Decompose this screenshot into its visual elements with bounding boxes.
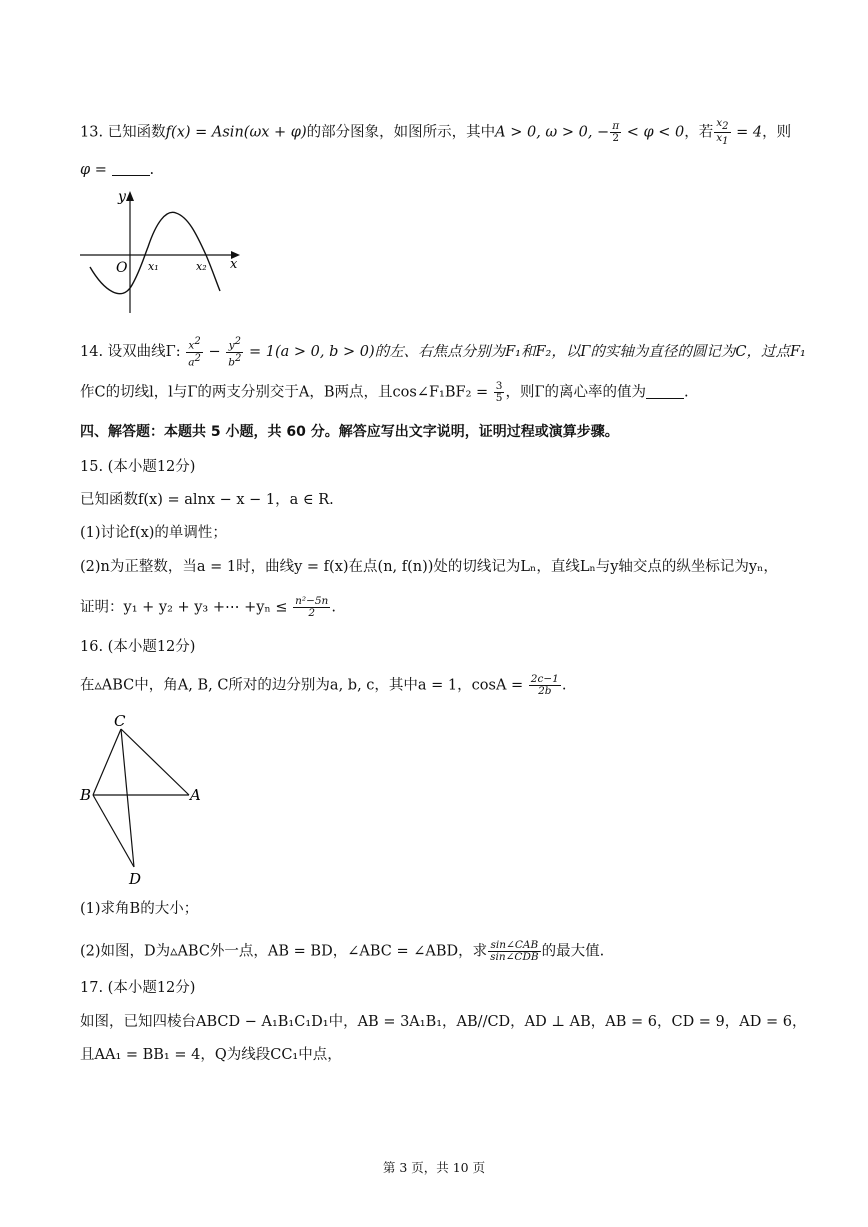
origin-label: O xyxy=(116,260,128,276)
segment-CD xyxy=(121,729,134,867)
x2-label: x₂ xyxy=(196,260,207,273)
q16-header: 16. (本小题12分) xyxy=(80,639,196,655)
q16-stem: 在▵ABC中，角A, B, C所对的边分别为a, b, c，其中a = 1，cosA = $\frac{2c-1}{2b}$ . xyxy=(80,673,567,697)
page-footer: 第 3 页，共 10 页 xyxy=(382,1160,486,1175)
segment-CA xyxy=(121,729,189,795)
x1-label: x₁ xyxy=(148,260,159,273)
q14-line2: 作C的切线l，l与Γ的两支分别交于A，B两点，且cos∠F₁BF₂ = $\frac{3}{5}$ ，则Γ的离心率的值为 . xyxy=(80,380,689,404)
q13-line1: 13. 已知函数f(x) = Asin(ωx + φ)的部分图象，如图所示，其中A > 0, ω > 0, − $\frac{\pi}{2}$ < φ < 0，若 $\frac{x_2}{x_1}$ = 4，则 xyxy=(80,117,792,148)
q13-answer-line: φ = . xyxy=(80,162,155,178)
y-axis-arrow xyxy=(126,191,134,201)
label-A: A xyxy=(190,786,201,804)
q15-prove: 证明：y₁ + y₂ + y₃ +⋯ +yₙ ≤ $\frac{\text{n²−5n}}{2}$ . xyxy=(80,595,336,619)
q14-line1: 14. 设双曲线Γ: $\frac{x^2}{a^2}$ − $\frac{y^2}{b^2}$ = 1(a > 0, b > 0)的左、右焦点分别为F₁和F₂，以Γ的实轴为直径的圆记为C，过点F₁ xyxy=(80,336,806,368)
q17-line2: 且AA₁ = BB₁ = 4，Q为线段CC₁中点， xyxy=(80,1047,342,1063)
q15-header: 15. (本小题12分) xyxy=(80,459,196,475)
q17-line1: 如图，已知四棱台ABCD − A₁B₁C₁D₁中，AB = 3A₁B₁，AB//CD，AD ⊥ AB，AB = 6，CD = 9，AD = 6， xyxy=(80,1014,807,1030)
segment-CB xyxy=(93,729,121,795)
answer-blank xyxy=(646,384,684,399)
triangle-figure xyxy=(78,708,208,888)
q15-part2: (2)n为正整数，当a = 1时，曲线y = f(x)在点(n, f(n))处的切线记为Lₙ，直线Lₙ与y轴交点的纵坐标记为yₙ， xyxy=(80,559,778,575)
label-D: D xyxy=(129,870,142,888)
x-label: x xyxy=(230,257,238,272)
label-B: B xyxy=(80,786,92,804)
q16-part2: (2)如图，D为▵ABC外一点，AB = BD，∠ABC = ∠ABD，求 $\frac{\text{sin∠CAB}}{\text{sin∠CDB}}$ 的最大值. xyxy=(80,939,605,963)
sine-graph xyxy=(78,185,248,315)
y-label: y xyxy=(118,189,126,205)
answer-blank xyxy=(112,161,150,176)
q16-part1: (1)求角B的大小； xyxy=(80,901,199,917)
sine-curve xyxy=(90,212,220,293)
section-heading: 四、解答题：本题共 5 小题，共 60 分。解答应写出文字说明，证明过程或演算步骤。 xyxy=(80,424,619,440)
label-C: C xyxy=(114,712,126,730)
q17-header: 17. (本小题12分) xyxy=(80,980,196,996)
q15-stem: 已知函数f(x) = alnx − x − 1，a ∈ R. xyxy=(80,492,334,508)
q15-part1: (1)讨论f(x)的单调性； xyxy=(80,525,227,541)
